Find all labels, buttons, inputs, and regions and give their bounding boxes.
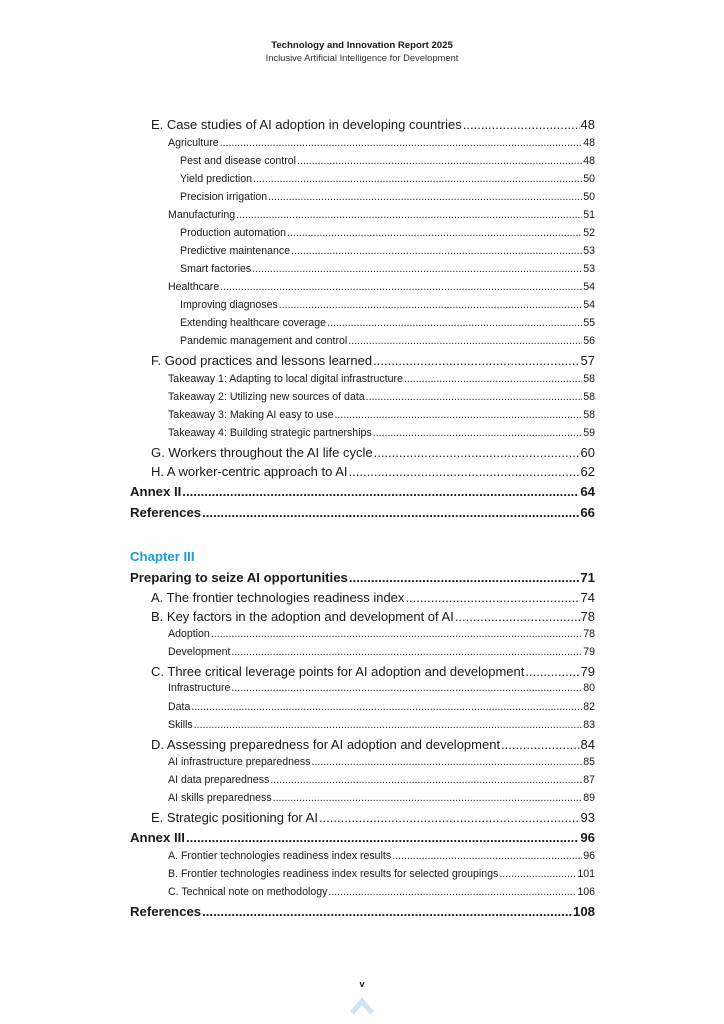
toc-entry[interactable] [130, 830, 595, 845]
toc-entry[interactable] [130, 299, 595, 311]
toc-entry-label: AI data preparedness [168, 774, 270, 786]
toc-entry-label: Smart factories [180, 263, 252, 275]
toc-entry-page: 80 [583, 682, 595, 694]
toc-entry-page: 85 [583, 756, 595, 768]
toc-entry-label: Improving diagnoses [180, 299, 278, 311]
toc-entry-label: Extending healthcare coverage [180, 317, 327, 329]
toc-entry[interactable] [130, 792, 595, 804]
toc-leader-dots [334, 409, 582, 421]
toc-entry-page: 50 [583, 173, 595, 185]
toc-entry-page: 82 [583, 701, 595, 713]
toc-entry-label: Takeaway 2: Utilizing new sources of data [168, 391, 365, 403]
toc-entry-label: Predictive maintenance [180, 245, 291, 257]
toc-entry[interactable] [130, 335, 595, 347]
toc-entry[interactable] [130, 173, 595, 185]
toc-entry[interactable] [130, 505, 595, 520]
toc-entry-page: 62 [580, 464, 595, 479]
toc-entry-page: 54 [583, 281, 595, 293]
toc-entry[interactable] [130, 850, 595, 862]
toc-entry-page: 55 [583, 317, 595, 329]
toc-entry[interactable] [130, 609, 595, 624]
toc-entry-label: A. The frontier technologies readiness index [151, 590, 405, 605]
toc-entry-label: Pandemic management and control [180, 335, 348, 347]
toc-entry-label: E. Strategic positioning for AI [151, 810, 318, 825]
toc-leader-dots [252, 263, 582, 275]
toc-entry-page: 96 [580, 830, 595, 845]
toc-entry-page: 87 [583, 774, 595, 786]
toc-entry-page: 101 [577, 868, 595, 880]
toc-leader-dots [211, 628, 582, 640]
toc-entry-page: 66 [580, 505, 595, 520]
toc-leader-dots [231, 646, 582, 658]
toc-leader-dots [349, 464, 580, 479]
toc-entry[interactable] [130, 263, 595, 275]
toc-leader-dots [287, 227, 582, 239]
toc-entry[interactable] [130, 682, 595, 694]
toc-entry[interactable] [130, 719, 595, 731]
toc-entry[interactable] [130, 628, 595, 640]
toc-entry-page: 52 [583, 227, 595, 239]
toc-entry-page: 106 [577, 886, 595, 898]
toc-entry-label: Takeaway 4: Building strategic partnerships [168, 427, 372, 439]
toc-entry[interactable] [130, 756, 595, 768]
toc-leader-dots [202, 904, 572, 919]
toc-leader-dots [253, 173, 582, 185]
chapter-heading: Chapter III [130, 549, 195, 564]
toc-entry[interactable] [130, 137, 595, 149]
toc-entry[interactable] [130, 868, 595, 880]
toc-entry-page: 96 [583, 850, 595, 862]
toc-entry-label: H. A worker-centric approach to AI [151, 464, 348, 479]
toc-entry[interactable] [130, 810, 595, 825]
toc-entry-label: AI skills preparedness [168, 792, 272, 804]
toc-leader-dots [268, 191, 582, 203]
toc-entry-page: 84 [580, 737, 595, 752]
toc-entry-page: 53 [583, 245, 595, 257]
toc-leader-dots [366, 391, 583, 403]
toc-entry-page: 48 [580, 117, 595, 132]
toc-entry[interactable] [130, 245, 595, 257]
toc-leader-dots [291, 245, 582, 257]
toc-entry-label: Infrastructure [168, 682, 231, 694]
toc-entry-label: References [130, 904, 202, 919]
toc-leader-dots [273, 792, 583, 804]
toc-entry-label: Takeaway 1: Adapting to local digital infrastructure [168, 373, 403, 385]
toc-entry-label: B. Frontier technologies readiness index results for selected groupings [168, 868, 499, 880]
toc-entry-label: C. Three critical leverage points for AI adoption and development [151, 664, 525, 679]
toc-entry-page: 64 [580, 484, 595, 499]
toc-entry-page: 58 [583, 391, 595, 403]
toc-entry[interactable] [130, 590, 595, 605]
toc-entry-page: 83 [583, 719, 595, 731]
toc-entry-page: 59 [583, 427, 595, 439]
toc-entry-page: 58 [583, 409, 595, 421]
toc-leader-dots [236, 209, 582, 221]
toc-entry-page: 60 [580, 445, 595, 460]
toc-entry-label: Takeaway 3: Making AI easy to use [168, 409, 334, 421]
toc-entry-label: Annex III [130, 830, 185, 845]
toc-leader-dots [312, 756, 583, 768]
toc-leader-dots [328, 886, 576, 898]
toc-entry[interactable] [130, 117, 595, 132]
toc-entry[interactable] [130, 191, 595, 203]
toc-leader-dots [348, 335, 582, 347]
toc-entry-label: Agriculture [168, 137, 219, 149]
toc-entry-page: 79 [580, 664, 595, 679]
toc-entry[interactable] [130, 281, 595, 293]
toc-entry[interactable] [130, 445, 595, 460]
toc-leader-dots [220, 137, 583, 149]
toc-leader-dots [373, 427, 582, 439]
toc-leader-dots [297, 155, 582, 167]
toc-leader-dots [279, 299, 582, 311]
toc-leader-dots [525, 664, 579, 679]
toc-entry[interactable] [130, 353, 595, 368]
toc-entry-page: 48 [583, 137, 595, 149]
toc-entry-page: 50 [583, 191, 595, 203]
toc-entry-page: 108 [572, 904, 595, 919]
toc-leader-dots [182, 484, 579, 499]
toc-entry[interactable] [130, 664, 595, 679]
toc-leader-dots [327, 317, 582, 329]
toc-leader-dots [405, 590, 579, 605]
toc-entry-label: Data [168, 701, 191, 713]
toc-entry[interactable] [130, 464, 595, 479]
toc-entry-label: Healthcare [168, 281, 220, 293]
report-subtitle: Inclusive Artificial Intelligence for Development [265, 52, 459, 63]
toc-entry[interactable] [130, 646, 595, 658]
toc-entry-label: References [130, 505, 202, 520]
toc-entry-label: Yield prediction [180, 173, 253, 185]
toc-entry-page: 53 [583, 263, 595, 275]
toc-entry[interactable] [130, 209, 595, 221]
toc-entry[interactable] [130, 774, 595, 786]
toc-leader-dots [373, 353, 579, 368]
toc-entry-page: 51 [583, 209, 595, 221]
toc-leader-dots [404, 373, 582, 385]
toc-entry[interactable] [130, 904, 595, 919]
toc-entry[interactable] [130, 155, 595, 167]
toc-leader-dots [463, 117, 580, 132]
toc-entry[interactable] [130, 886, 595, 898]
toc-entry-page: 48 [583, 155, 595, 167]
report-title: Technology and Innovation Report 2025 [271, 40, 453, 51]
toc-entry-page: 56 [583, 335, 595, 347]
toc-entry[interactable] [130, 317, 595, 329]
toc-entry-page: 78 [583, 628, 595, 640]
toc-entry[interactable] [130, 737, 595, 752]
toc-leader-dots [202, 505, 579, 520]
toc-leader-dots [349, 570, 579, 585]
toc-entry-label: Pest and disease control [180, 155, 297, 167]
chevron-up-icon[interactable] [350, 993, 374, 1017]
toc-entry[interactable] [130, 570, 595, 585]
toc-entry-label: C. Technical note on methodology [168, 886, 328, 898]
toc-leader-dots [499, 868, 576, 880]
toc-leader-dots [374, 445, 580, 460]
toc-entry-label: Precision irrigation [180, 191, 268, 203]
toc-entry-page: 58 [583, 373, 595, 385]
running-header [0, 40, 724, 64]
toc-entry[interactable] [130, 227, 595, 239]
toc-leader-dots [191, 701, 582, 713]
toc-entry-label: G. Workers throughout the AI life cycle [151, 445, 373, 460]
toc-entry-label: F. Good practices and lessons learned [151, 353, 373, 368]
toc-entry-page: 54 [583, 299, 595, 311]
toc-entry-page: 78 [580, 609, 595, 624]
toc-leader-dots [186, 830, 579, 845]
toc-leader-dots [319, 810, 580, 825]
toc-entry[interactable] [130, 391, 595, 403]
toc-entry-label: Skills [168, 719, 193, 731]
toc-entry-label: Development [168, 646, 231, 658]
toc-entry-label: A. Frontier technologies readiness index results [168, 850, 392, 862]
toc-leader-dots [455, 609, 580, 624]
page-number: v [359, 979, 365, 989]
toc-entry-page: 93 [580, 810, 595, 825]
toc-entry-label: Preparing to seize AI opportunities [130, 570, 348, 585]
toc-leader-dots [220, 281, 582, 293]
toc-entry-page: 57 [580, 353, 595, 368]
toc-entry-label: Adoption [168, 628, 210, 640]
toc-entry[interactable] [130, 427, 595, 439]
toc-leader-dots [194, 719, 582, 731]
toc-entry-page: 79 [583, 646, 595, 658]
toc-entry[interactable] [130, 409, 595, 421]
toc-entry-page: 74 [580, 590, 595, 605]
toc-leader-dots [392, 850, 582, 862]
toc-entry-label: Production automation [180, 227, 287, 239]
toc-entry[interactable] [130, 701, 595, 713]
toc-entry-label: B. Key factors in the adoption and development of AI [151, 609, 454, 624]
toc-leader-dots [270, 774, 582, 786]
toc-leader-dots [231, 682, 582, 694]
toc-entry[interactable] [130, 373, 595, 385]
toc-entry-page: 89 [583, 792, 595, 804]
toc-entry-label: D. Assessing preparedness for AI adoption and development [151, 737, 501, 752]
toc-entry-label: E. Case studies of AI adoption in developing countries [151, 117, 462, 132]
toc-entry-page: 71 [580, 570, 595, 585]
toc-entry-label: Annex II [130, 484, 182, 499]
toc-entry-label: AI infrastructure preparedness [168, 756, 311, 768]
toc-entry-label: Manufacturing [168, 209, 236, 221]
toc-leader-dots [501, 737, 579, 752]
toc-entry[interactable] [130, 484, 595, 499]
